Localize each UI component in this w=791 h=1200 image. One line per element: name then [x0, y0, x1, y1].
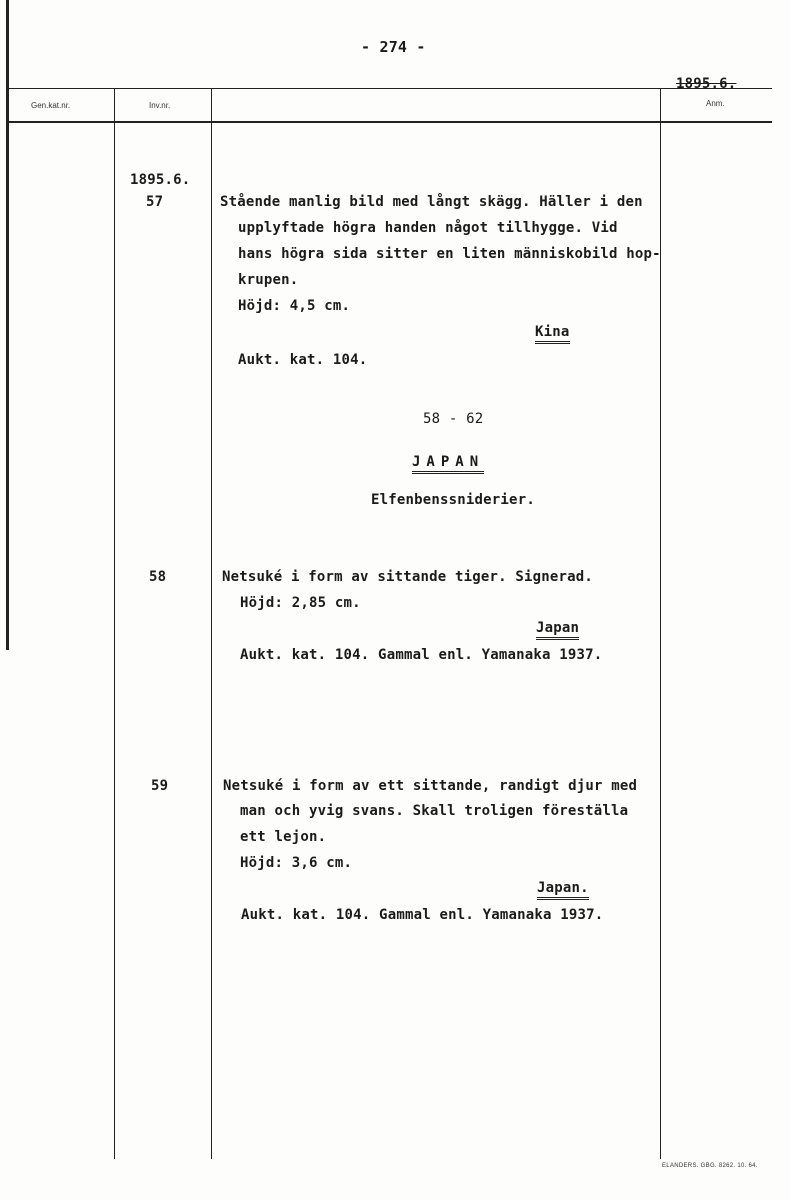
entry-reference: Aukt. kat. 104. — [238, 352, 368, 368]
column-divider-inv-text — [211, 89, 212, 1159]
section-subtitle: Elfenbenssniderier. — [371, 492, 535, 508]
entry-height: Höjd: 2,85 cm. — [240, 595, 361, 611]
entry-text-line: man och yvig svans. Skall troligen föreställa — [240, 803, 629, 819]
column-divider-gen-inv — [114, 89, 115, 1159]
entry-reference: Aukt. kat. 104. Gammal enl. Yamanaka 1937. — [240, 647, 603, 663]
entry-origin: Japan. — [537, 880, 589, 900]
entry-origin: Japan — [536, 620, 579, 640]
header-right-code: 1895.6. — [676, 76, 737, 92]
entry-text-line: hans högra sida sitter en liten människobild hop- — [238, 246, 661, 262]
entry-height: Höjd: 4,5 cm. — [238, 298, 351, 314]
entry-number: 58 — [149, 569, 167, 585]
entry-origin: Kina — [535, 324, 570, 344]
entry-height: Höjd: 3,6 cm. — [240, 855, 353, 871]
entry-text-line: Netsuké i form av sittande tiger. Signerad. — [222, 569, 594, 585]
column-header-gen-kat: Gen.kat.nr. — [31, 101, 71, 110]
printer-mark: ELANDERS. GBG. 8262. 10. 64. — [662, 1163, 758, 1169]
column-header-inv: Inv.nr. — [149, 101, 171, 110]
entry-number: 59 — [151, 778, 169, 794]
entry-text-line: ett lejon. — [240, 829, 327, 845]
entry-text-line: upplyftade högra handen något tillhygge. Vid — [238, 220, 618, 236]
entry-text-line: Netsuké i form av ett sittande, randigt djur med — [223, 778, 638, 794]
entry-text-line: krupen. — [238, 272, 299, 288]
section-range: 58 - 62 — [423, 411, 484, 427]
header-top-rule — [6, 88, 772, 89]
group-number: 1895.6. — [130, 172, 191, 188]
header-bottom-rule — [6, 121, 772, 123]
entry-number: 57 — [146, 194, 164, 210]
left-margin-rule — [6, 0, 9, 650]
entry-reference: Aukt. kat. 104. Gammal enl. Yamanaka 1937. — [241, 907, 604, 923]
column-header-anm: Anm. — [706, 99, 725, 108]
section-title: JAPAN — [412, 454, 484, 474]
entry-text-line: Stående manlig bild med långt skägg. Häller i den — [220, 194, 643, 210]
page-number: - 274 - — [361, 38, 426, 56]
